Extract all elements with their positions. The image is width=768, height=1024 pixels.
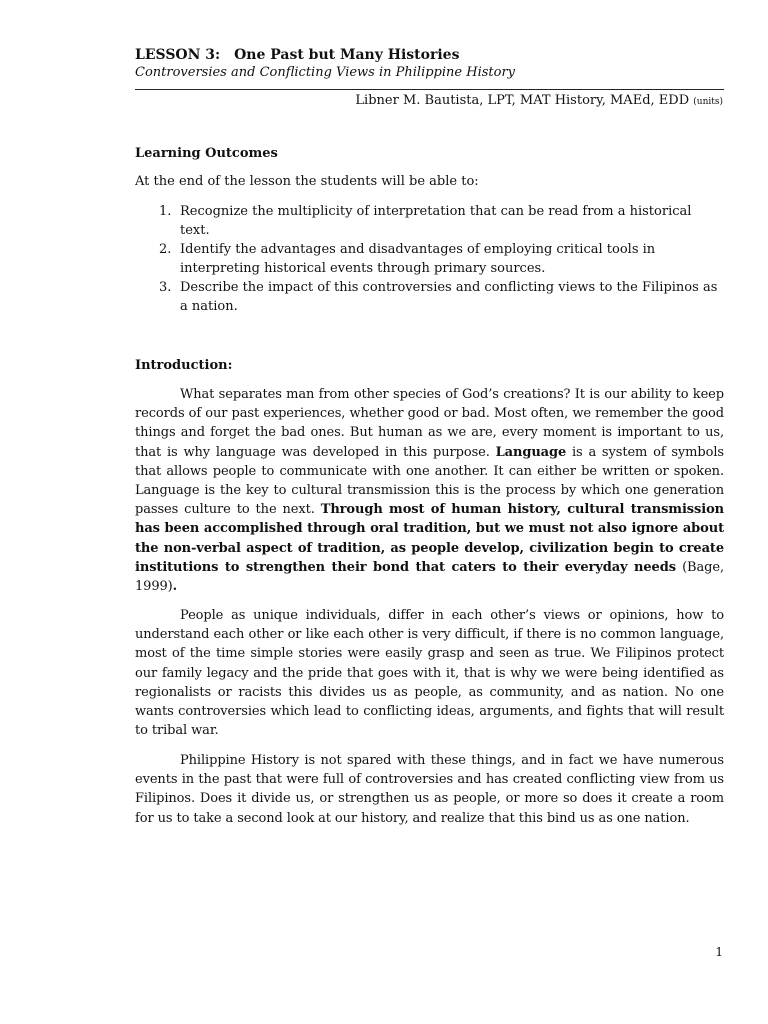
list-item bbox=[135, 202, 724, 240]
paragraph-text: is a system of symbols that allows people to communicate with one another. It can either be written or spoken. Language is the key to cultural transmission this is the process by which one generation passes culture to the next. bbox=[135, 444, 724, 518]
lesson-label: LESSON 3: bbox=[135, 47, 221, 63]
list-item-text: Identify the advantages and disadvantages of employing critical tools in interpreting historical events through primary sources. bbox=[180, 242, 656, 276]
author-name: Libner M. Bautista, LPT, MAT History, MAEd, EDD bbox=[355, 93, 690, 108]
lesson-title bbox=[135, 47, 459, 63]
list-item bbox=[135, 278, 724, 316]
list-item-text: Recognize the multiplicity of interpretation that can be read from a historical text. bbox=[180, 204, 692, 238]
paragraph-citation: (Bage, 1999) bbox=[135, 559, 724, 595]
introduction-paragraph-1 bbox=[135, 385, 724, 596]
lesson-title-text: One Past but Many Histories bbox=[234, 47, 460, 63]
learning-outcomes-list bbox=[135, 202, 724, 316]
list-item-number: 3. bbox=[159, 280, 172, 295]
author-line bbox=[355, 93, 723, 108]
paragraph-text: What separates man from other species of God’s creations? It is our ability to keep records of our past experiences, whether good or bad. Most often, we remember the good things and forget the bad ones. But human as we are, every moment is important to us, that is why language was developed in this purpose. bbox=[135, 387, 724, 460]
author-note: (units) bbox=[693, 97, 723, 107]
introduction-paragraph-2: People as unique individuals, differ in each other’s views or opinions, how to understand each other or like each other is very difficult, if there is no common language, most of the time simple stories were easily grasp and seen as true. We Filipinos protect our family legacy and the pride that goes with it, that is why we were being identified as regionalists or racists this divides us as people, as community, and as nation. No one wants controversies which lead to conflicting ideas, arguments, and fights that will result to tribal war. bbox=[135, 608, 724, 739]
lesson-subtitle: Controversies and Conflicting Views in Philippine History bbox=[135, 65, 516, 80]
list-item-number: 1. bbox=[159, 204, 172, 219]
introduction-paragraph-3: Philippine History is not spared with these things, and in fact we have numerous events in the past that were full of controversies and has created conflicting view from us Filipinos. Does it divide us, or strengthen us as people, or more so does it create a room for us to take a second look at our history, and realize that this bind us as one nation. bbox=[135, 753, 724, 826]
header-divider bbox=[135, 89, 724, 90]
paragraph-term-language: Language bbox=[495, 444, 567, 460]
learning-outcomes-heading: Learning Outcomes bbox=[135, 146, 278, 161]
list-item bbox=[135, 240, 724, 278]
list-item-text: Describe the impact of this controversies and conflicting views to the Filipinos as a nation. bbox=[180, 280, 718, 314]
learning-outcomes-intro: At the end of the lesson the students will be able to: bbox=[135, 174, 479, 189]
introduction-heading: Introduction: bbox=[135, 358, 233, 373]
paragraph-emphasis: Through most of human history, cultural transmission has been accomplished through oral tradition, but we must not also ignore about the non-verbal aspect of tradition, as people develop, civilization begin to create institutions to strengthen their bond that caters to their everyday needs bbox=[135, 502, 724, 575]
page-number: 1 bbox=[715, 945, 723, 959]
paragraph-period: . bbox=[172, 579, 178, 595]
list-item-number: 2. bbox=[159, 242, 172, 257]
